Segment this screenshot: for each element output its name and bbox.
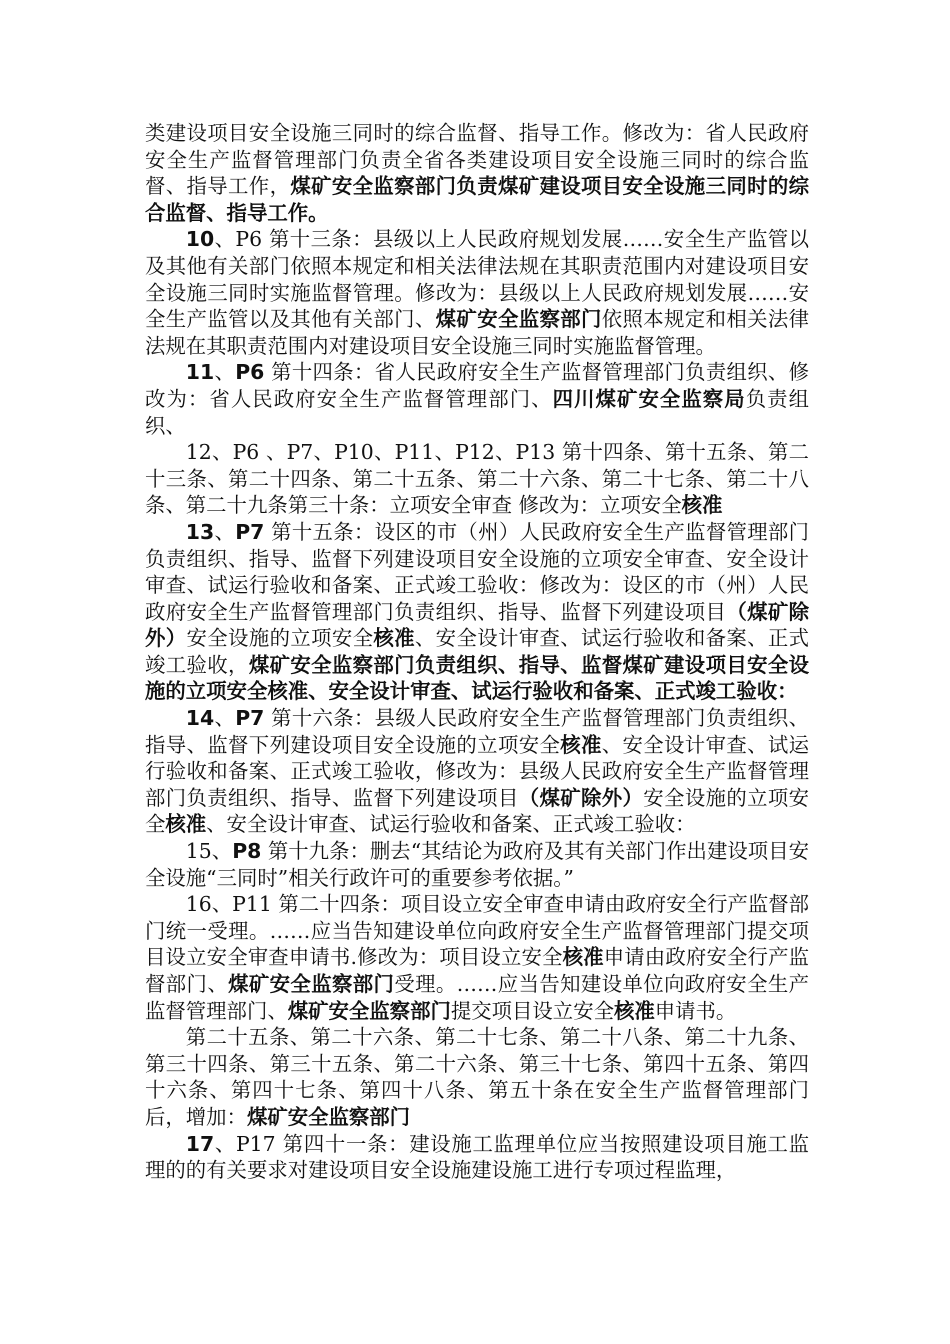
text-segment: 申请书。	[654, 998, 737, 1023]
paragraph-item-15	[145, 838, 809, 891]
paragraph-article-list	[145, 1024, 809, 1130]
text-segment: 、安全设计审查、试运行验收和备案、正式竣工验收，	[145, 626, 810, 677]
text-segment: 第二十五条、第二十六条、第二十七条、第二十八条、第二十九条、第三十四条、第三十五条、第二十六条、第三十七条、第四十五条、第四十六条、第四十七条、第四十八条、第五十条在安全生产监督管理部门后，增加：	[145, 1025, 809, 1129]
bold-text-segment: 核准	[165, 812, 207, 837]
text-segment: 、P17 第四十一条：建设施工监理单位应当按照建设项目施工监理的的有关要求对建设项目安全设施建设施工进行专项过程监理，	[145, 1131, 809, 1183]
text-segment: 12、P6 、P7、P10、P11、P12、P13 第十四条、第十五条、第二十三条、第二十四条、第二十五条、第二十六条、第二十七条、第二十八条、第二十九条第三十条：立项安全审查 修改为：立项安全	[145, 440, 809, 518]
paragraph-item-13	[145, 519, 809, 705]
item-number: 14	[185, 706, 215, 731]
bold-text-segment: 核准	[613, 998, 655, 1023]
text-segment: 、	[214, 519, 236, 544]
text-segment: 16、P11 第二十四条：项目设立安全审查申请由政府安全行产监督部门统一受理。……应当告知建设单位向政府安全生产监督管理部门提交项目设立安全审查申请书.修改为：项目设立安全	[145, 892, 809, 970]
item-number: 13	[185, 519, 215, 544]
text-segment: 依照本规定和相关法律法规在其职责范围内对建设项目安全设施三同时实施监督管理。	[145, 307, 810, 358]
page-ref: P6	[235, 360, 265, 385]
text-segment: 、	[214, 706, 236, 731]
bold-text-segment: 煤矿安全监察部门负责组织、指导、监督煤矿建设项目安全设施的立项安全核准、安全设计审查、试运行验收和备案、正式竣工验收：	[145, 652, 810, 704]
paragraph-item-10	[145, 226, 809, 359]
text-segment: 安全设施的立项安全	[145, 785, 810, 837]
bold-text-segment: （煤矿除外）	[518, 785, 644, 810]
text-segment: 第十四条：省人民政府安全生产监督管理部门负责组织、修改为：省人民政府安全生产监督管理部门、	[145, 360, 810, 411]
bold-text-segment: 煤矿安全监察部门	[435, 307, 602, 332]
text-segment: 、安全设计审查、试运行验收和备案、正式竣工验收，修改为：县级人民政府安全生产监督管理部门负责组织、指导、监督下列建设项目	[145, 732, 810, 810]
text-segment: 负责组织、	[145, 386, 810, 438]
bold-text-segment: 核准	[681, 493, 723, 518]
bold-text-segment: 核准	[373, 626, 415, 651]
paragraph-1	[145, 120, 809, 226]
bold-text-segment: 煤矿安全监察部门	[246, 1104, 411, 1129]
text-segment: 15、	[185, 839, 233, 864]
text-segment: 类建设项目安全设施三同时的综合监督、指导工作。修改为：省人民政府安全生产监督管理部门负责全省各类建设项目安全设施三同时的综合监督、指导工作，	[145, 121, 809, 199]
document-page	[145, 120, 809, 1184]
bold-text-segment: （煤矿除外）	[145, 599, 810, 651]
text-segment: 受理。……应当告知建设单位向政府安全生产监督管理部门、	[145, 972, 810, 1023]
paragraph-item-14	[145, 705, 809, 838]
text-segment: 、	[214, 360, 236, 385]
text-segment: 安全设施的立项安全	[186, 626, 374, 651]
paragraph-item-17	[145, 1131, 809, 1184]
text-segment: 、安全设计审查、试运行验收和备案、正式竣工验收：	[206, 812, 696, 837]
item-number: 10	[185, 227, 215, 252]
text-segment: 提交项目设立安全	[450, 998, 614, 1023]
bold-text-segment: 煤矿安全监察部门	[287, 998, 451, 1023]
paragraph-item-12	[145, 439, 809, 519]
bold-text-segment: 核准	[560, 732, 602, 757]
page-ref: P7	[235, 519, 265, 544]
text-segment: 第十五条：设区的市（州）人民政府安全生产监督管理部门负责组织、指导、监督下列建设项目安全设施的立项安全审查、安全设计审查、试运行验收和备案、正式竣工验收：修改为：设区的市（州）人民政府安全生产监督管理部门负责组织、指导、监督下列建设项目	[145, 519, 810, 624]
page-ref: P8	[232, 839, 262, 864]
item-number: 17	[185, 1131, 215, 1156]
text-segment: 、P6 第十三条：县级以上人民政府规划发展……安全生产监管以及其他有关部门依照本规定和相关法律法规在其职责范围内对建设项目安全设施三同时实施监督管理。修改为：县级以上人民政府规划发展……安全生产监管以及其他有关部门、	[145, 227, 809, 332]
paragraph-item-16	[145, 891, 809, 1024]
paragraph-item-11	[145, 359, 809, 439]
text-segment: 申请由政府安全行产监督部门、	[145, 945, 810, 996]
page-ref: P7	[235, 706, 265, 731]
item-number: 11	[185, 360, 215, 385]
bold-text-segment: 核准	[562, 945, 604, 970]
text-segment: 第十九条：删去“其结论为政府及其有关部门作出建设项目安全设施“三同时”相关行政许可的重要参考依据。”	[145, 839, 809, 890]
bold-text-segment: 煤矿安全监察部门	[228, 972, 395, 996]
text-segment: 第十六条：县级人民政府安全生产监督管理部门负责组织、指导、监督下列建设项目安全设施的立项安全	[145, 706, 810, 757]
bold-text-segment: 煤矿安全监察部门负责煤矿建设项目安全设施三同时的综合监督、指导工作。	[145, 174, 810, 225]
bold-text-segment: 四川煤矿安全监察局	[552, 386, 746, 411]
